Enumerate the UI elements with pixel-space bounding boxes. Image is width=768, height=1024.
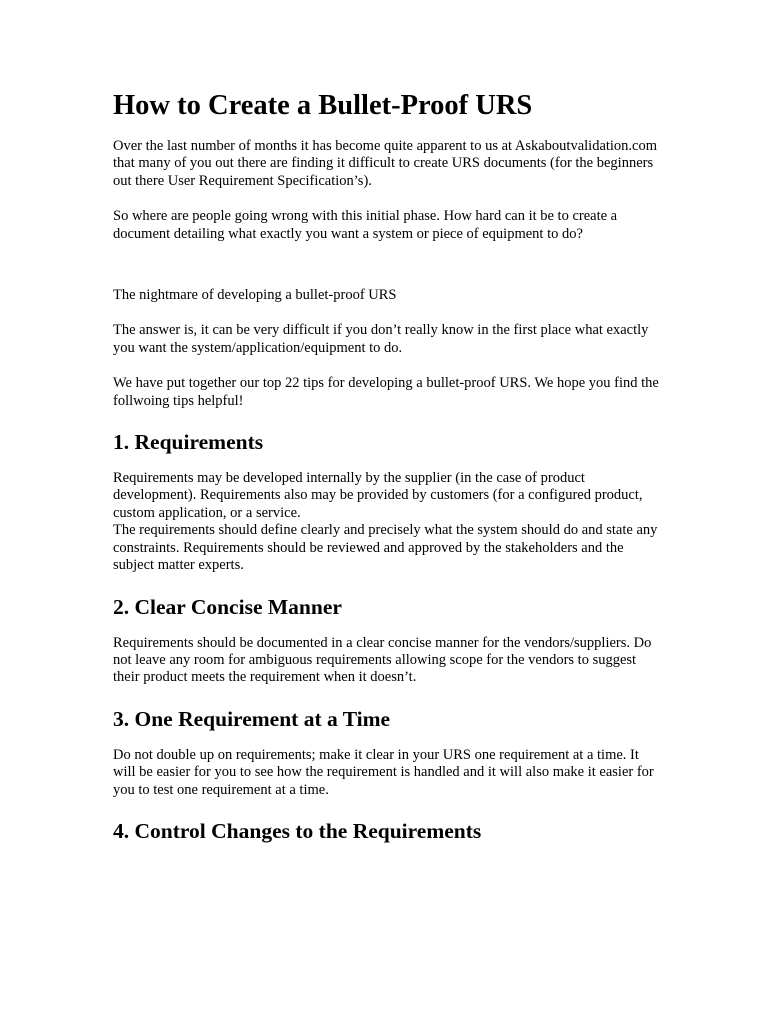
section-1-paragraph-2: The requirements should define clearly and precisely what the system should do and state any constraints. Requirements should be reviewed and approved by the stakeholders and the subject matter experts. — [113, 522, 658, 574]
section-heading-clear-concise-manner: 2. Clear Concise Manner — [113, 594, 342, 619]
section-3-paragraph-1: Do not double up on requirements; make it clear in your URS one requirement at a time. It will be easier for you to see how the requirement is handled and it will also make it easier for you to test one requirement at a time. — [113, 746, 654, 798]
subheading: The nightmare of developing a bullet-proof URS — [113, 287, 397, 304]
document-page — [113, 88, 661, 859]
intro-paragraph-2: So where are people going wrong with this initial phase. How hard can it be to create a document detailing what exactly you want a system or piece of equipment to do? — [113, 208, 618, 242]
section-2-paragraph-1: Requirements should be documented in a clear concise manner for the vendors/suppliers. Do not leave any room for ambiguous requirements allowing scope for the vendors to suggest their product meets the requirement when it doesn’t. — [113, 634, 652, 686]
page-title: How to Create a Bullet-Proof URS — [113, 90, 533, 121]
section-heading-control-changes: 4. Control Changes to the Requirements — [113, 818, 482, 843]
section-1-paragraph-1: Requirements may be developed internally by the supplier (in the case of product development). Requirements also may be provided by customers (for a configured product, custom application, or a service. — [113, 470, 643, 521]
section-heading-one-requirement: 3. One Requirement at a Time — [113, 706, 391, 731]
body-paragraph-1: The answer is, it can be very difficult if you don’t really know in the first place what exactly you want the system/application/equipment to do. — [113, 322, 649, 356]
body-paragraph-2: We have put together our top 22 tips for developing a bullet-proof URS. We hope you find the follwoing tips helpful! — [113, 375, 659, 409]
intro-paragraph-1: Over the last number of months it has become quite apparent to us at Askaboutvalidation.com that many of you out there are finding it difficult to create URS documents (for the beginners out there User Requirement Specification’s). — [113, 138, 658, 189]
section-heading-requirements: 1. Requirements — [113, 430, 264, 455]
